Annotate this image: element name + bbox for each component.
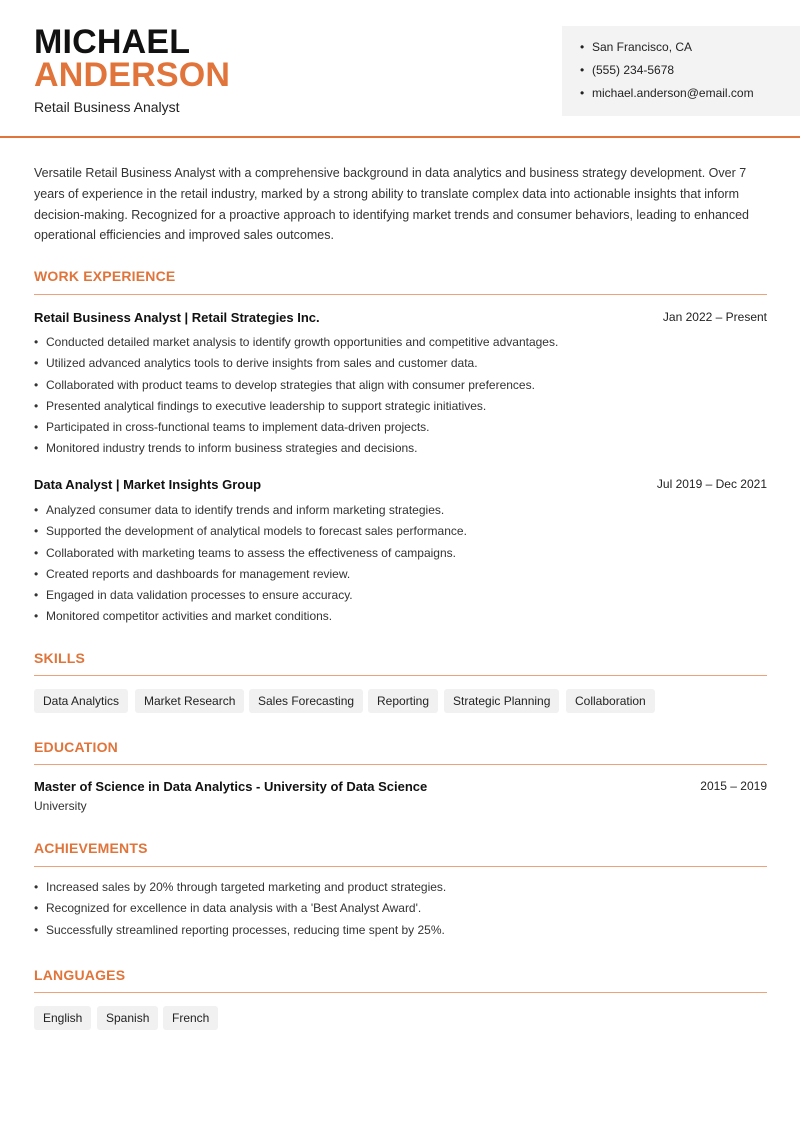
language-chip: English xyxy=(34,1006,91,1030)
skills-title: SKILLS xyxy=(34,650,85,666)
list-item: • Successfully streamlined reporting processes, reducing time spent by 25%. xyxy=(34,922,445,937)
bullet-icon: • xyxy=(580,86,585,100)
list-item: • Supported the development of analytical models to forecast sales performance. xyxy=(34,524,467,539)
section-divider xyxy=(34,764,767,765)
last-name: ANDERSON xyxy=(34,56,231,94)
email-text: michael.anderson@email.com xyxy=(592,86,754,100)
list-item: • Created reports and dashboards for management review. xyxy=(34,566,351,581)
phone-text: (555) 234-5678 xyxy=(592,63,675,77)
contact-box xyxy=(562,26,800,116)
list-item: • Engaged in data validation processes to ensure accuracy. xyxy=(34,588,353,603)
job-bullets xyxy=(34,332,558,460)
job-role: Data Analyst | Market Insights Group xyxy=(34,477,262,492)
bullet-icon: • xyxy=(580,40,585,54)
section-divider xyxy=(34,992,767,993)
section-divider xyxy=(34,294,767,295)
education-degree: Master of Science in Data Analytics - University of Data Science xyxy=(34,779,428,794)
education-dates: 2015 – 2019 xyxy=(700,779,767,793)
section-divider xyxy=(34,675,767,676)
bullet-icon: • xyxy=(580,63,585,77)
list-item: • Conducted detailed market analysis to identify growth opportunities and competitive advantages. xyxy=(34,335,559,349)
work-experience-title: WORK EXPERIENCE xyxy=(34,268,176,284)
achievements-list xyxy=(34,877,446,941)
job-header xyxy=(34,477,767,495)
list-item: • Increased sales by 20% through targeted marketing and product strategies. xyxy=(34,880,447,894)
list-item: • Collaborated with product teams to develop strategies that align with consumer preferences. xyxy=(34,377,535,392)
language-chip: Spanish xyxy=(97,1006,158,1030)
list-item: • Monitored industry trends to inform business strategies and decisions. xyxy=(34,441,418,456)
list-item: • Collaborated with marketing teams to assess the effectiveness of campaigns. xyxy=(34,545,456,560)
job-title: Retail Business Analyst xyxy=(34,99,180,115)
skill-chip: Collaboration xyxy=(566,689,655,713)
list-item: • Utilized advanced analytics tools to derive insights from sales and customer data. xyxy=(34,356,478,371)
skill-chip: Sales Forecasting xyxy=(249,689,363,713)
language-chip: French xyxy=(163,1006,218,1030)
job-dates: Jul 2019 – Dec 2021 xyxy=(656,477,767,491)
contact-email xyxy=(580,86,754,100)
list-item: • Recognized for excellence in data analysis with a 'Best Analyst Award'. xyxy=(34,901,422,916)
education-school: University xyxy=(34,799,87,813)
job-header xyxy=(34,310,767,328)
skill-chip: Market Research xyxy=(135,689,244,713)
education-title: EDUCATION xyxy=(34,739,118,755)
resume-header xyxy=(0,0,800,138)
section-divider xyxy=(34,866,767,867)
job-bullets xyxy=(34,500,467,628)
first-name: MICHAEL xyxy=(34,23,191,61)
list-item: • Analyzed consumer data to identify trends and inform marketing strategies. xyxy=(34,503,445,517)
achievements-title: ACHIEVEMENTS xyxy=(34,840,148,856)
list-item: • Monitored competitor activities and market conditions. xyxy=(34,609,333,624)
location-text: San Francisco, CA xyxy=(592,40,693,54)
skill-chip: Data Analytics xyxy=(34,689,128,713)
list-item: • Presented analytical findings to executive leadership to support strategic initiatives. xyxy=(34,398,487,413)
list-item: • Participated in cross-functional teams to implement data-driven projects. xyxy=(34,420,430,435)
languages-title: LANGUAGES xyxy=(34,967,126,983)
contact-location xyxy=(580,40,692,54)
skill-chip: Strategic Planning xyxy=(444,689,559,713)
skill-chip: Reporting xyxy=(368,689,438,713)
job-role: Retail Business Analyst | Retail Strategies Inc. xyxy=(34,310,320,325)
contact-phone xyxy=(580,63,674,77)
summary-paragraph: Versatile Retail Business Analyst with a comprehensive background in data analytics and business strategy development. Over 7 years of experience in the retail industry, marked by a strong ability to translate complex data into actionable insights that inform decision-making. Recognized for a proactive approach to identifying market trends and consumer behaviors, leading to enhanced operational efficiencies and improved sales outcomes. xyxy=(34,166,750,243)
job-dates: Jan 2022 – Present xyxy=(662,310,767,324)
